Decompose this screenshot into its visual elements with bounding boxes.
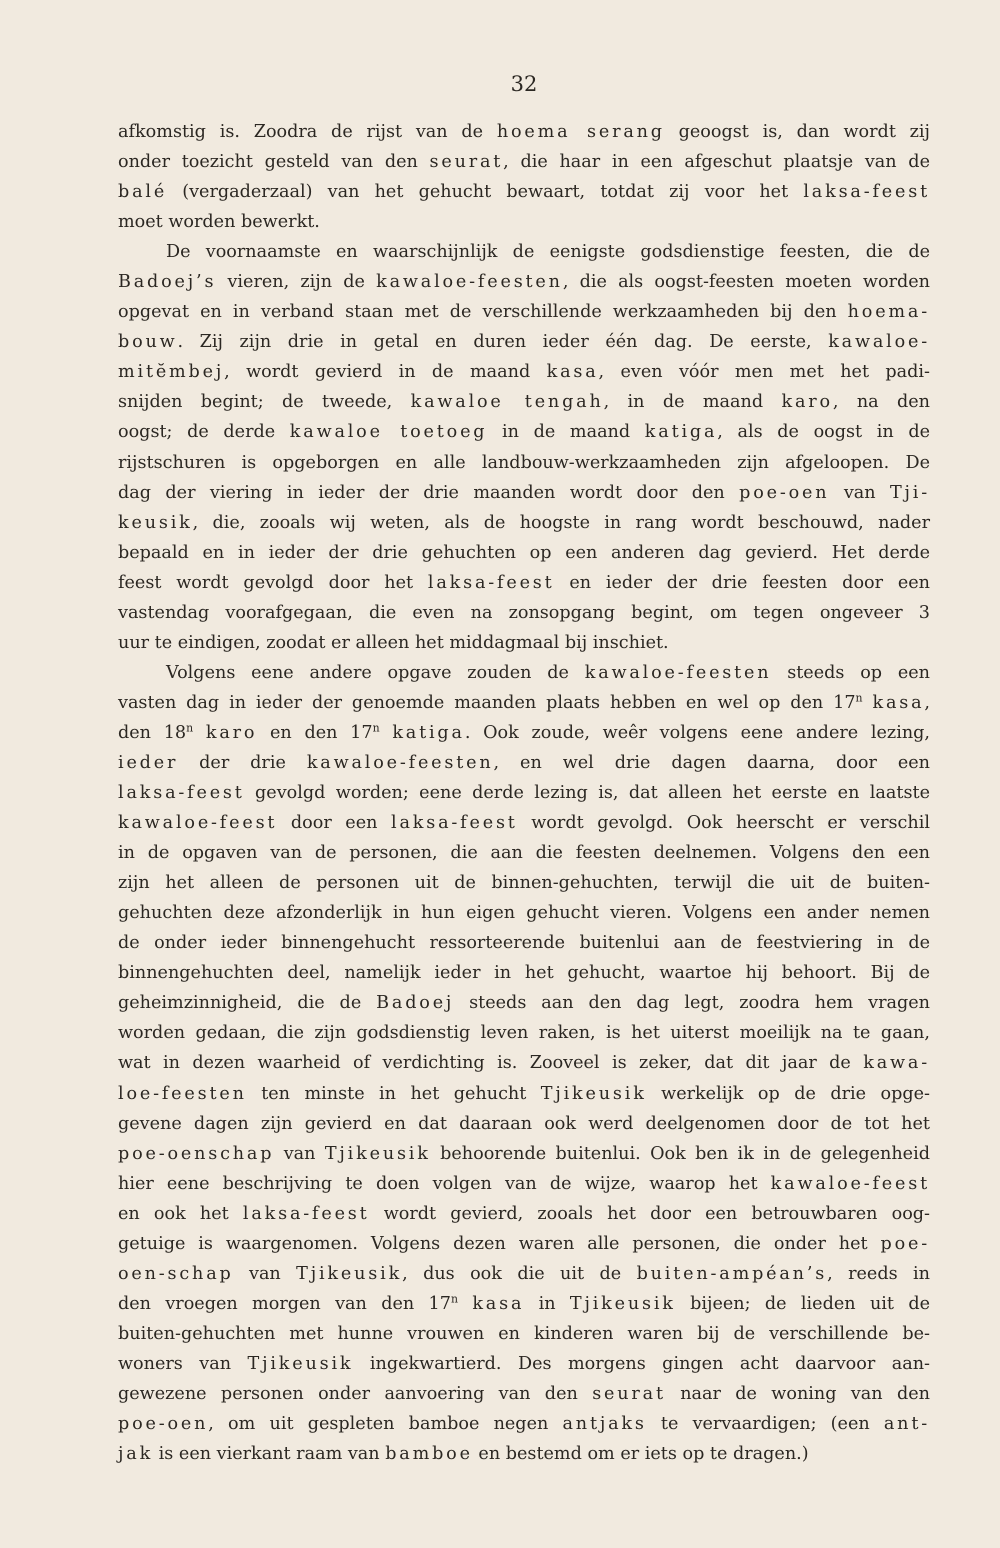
text-run: wat in dezen waarheid of verdichting is. Zooveel is zeker, dat dit jaar de — [118, 1053, 864, 1074]
text-run: worden gedaan, die zijn godsdienstig leven raken, is het uiterst moeilijk na te gaan, — [118, 1023, 930, 1044]
text-line — [118, 928, 930, 958]
text-line — [118, 778, 930, 808]
spaced-term: ieder — [118, 752, 179, 773]
spaced-term: seurat — [429, 152, 504, 173]
text-run: ingekwartierd. Des morgens gingen acht daarvoor aan- — [353, 1353, 930, 1374]
spaced-term: kawaloe-feest — [118, 813, 278, 834]
text-run: afkomstig is. Zoodra de rijst van de — [118, 122, 497, 142]
text-line — [118, 237, 930, 267]
text-run: geoogst is, dan wordt zij — [664, 122, 931, 142]
text-run: den 18 — [118, 722, 187, 743]
text-run: is een vierkant raam van — [153, 1444, 386, 1465]
text-run: , even vóór men met het padi- — [598, 362, 930, 383]
spaced-term: hoema- — [847, 302, 930, 323]
text-run: zijn het alleen de personen uit de binnen-gehuchten, terwijl die uit de buiten- — [118, 873, 930, 894]
text-run: , wordt gevierd in de maand — [224, 362, 547, 383]
text-run: vastendag voorafgegaan, die even na zonsopgang begint, om tegen ongeveer 3 — [118, 602, 930, 623]
spaced-term: Tjikeusik — [569, 1293, 676, 1314]
text-run: en bestemd om er iets op te dragen.) — [472, 1444, 809, 1465]
spaced-term: karo — [205, 722, 258, 743]
text-line — [118, 688, 930, 718]
text-run: vasten dag in ieder der genoemde maanden plaats hebben en wel op den 17 — [118, 692, 856, 713]
page-number: 32 — [510, 72, 538, 96]
text-line — [118, 1439, 930, 1469]
text-run: , als de oogst in de — [717, 422, 930, 443]
spaced-term: jak — [118, 1444, 154, 1465]
spaced-term: Badoej — [376, 993, 455, 1014]
text-run: , die als oogst-feesten moeten worden — [562, 272, 930, 293]
text-line — [118, 748, 930, 778]
text-run: getuige is waargenomen. Volgens dezen waren alle personen, die onder het — [118, 1233, 881, 1254]
text-run: gevene dagen zijn gevierd en dat daaraan ook werd deelgenomen door de tot het — [118, 1113, 930, 1134]
text-run: in de maand — [487, 422, 645, 443]
text-line — [118, 177, 930, 207]
spaced-term: seurat — [592, 1383, 666, 1404]
text-run: bepaald en in ieder der drie gehuchten op een anderen dag gevierd. Het derde — [118, 542, 930, 563]
spaced-term: kasa — [546, 362, 599, 383]
text-line — [118, 357, 930, 387]
text-run: woners van — [118, 1353, 248, 1374]
spaced-term: Tji- — [889, 482, 930, 503]
spaced-term: antjaks — [562, 1414, 647, 1435]
text-run: , om uit gespleten bamboe negen — [208, 1414, 563, 1435]
spaced-term: balé — [118, 182, 168, 203]
text-run: , die, zooals wij weten, als de hoogste in rang wordt beschouwd, nader — [192, 512, 930, 533]
text-line — [118, 1379, 930, 1409]
spaced-term: kasa — [472, 1293, 525, 1314]
paragraph — [118, 237, 930, 658]
spaced-term: laksa-feest — [118, 783, 245, 804]
text-run: van — [233, 1263, 297, 1284]
text-run: bijeen; de lieden uit de — [675, 1293, 930, 1314]
text-run: binnengehuchten deel, namelijk ieder in het gehucht, waartoe hij behoort. Bij de — [118, 963, 930, 984]
text-run: en ook het — [118, 1203, 243, 1224]
text-line — [118, 868, 930, 898]
text-run: , in de maand — [603, 392, 782, 413]
text-line — [118, 478, 930, 508]
text-line — [118, 958, 930, 988]
text-line — [118, 1048, 930, 1078]
text-run: , reeds in — [827, 1263, 930, 1284]
ordinal-superscript: n — [186, 721, 194, 735]
text-run: gevolgd worden; eene derde lezing is, dat alleen het eerste en laatste — [244, 783, 930, 804]
text-run: wordt gevierd, zooals het door een betrouwbaren oog- — [369, 1203, 930, 1224]
text-line — [118, 207, 930, 237]
spaced-term: poe-oenschap — [118, 1143, 275, 1164]
text-run: in — [524, 1293, 570, 1314]
spaced-term: Tjikeusik — [324, 1143, 431, 1164]
spaced-term: poe-oen — [739, 482, 830, 503]
text-line — [118, 297, 930, 327]
text-line — [118, 1229, 930, 1259]
text-line — [118, 598, 930, 628]
text-run: van — [274, 1143, 325, 1164]
text-line — [118, 387, 930, 417]
spaced-term: kawaloe-feesten — [376, 272, 563, 293]
text-run: geheimzinnigheid, die de — [118, 993, 377, 1014]
text-run: opgevat en in verband staan met de verschillende werkzaamheden bij den — [118, 302, 848, 323]
spaced-term: katiga — [644, 422, 718, 443]
spaced-term: hoema serang — [496, 122, 665, 142]
text-run: moet worden bewerkt. — [118, 212, 320, 233]
text-run: de onder ieder binnengehucht ressorteerende buitenlui aan de feestviering in de — [118, 933, 930, 954]
text-run: den vroegen morgen van den 17 — [118, 1293, 451, 1314]
text-line — [118, 1018, 930, 1048]
text-line — [118, 658, 930, 688]
text-line — [118, 1319, 930, 1349]
text-run: gehuchten deze afzonderlijk in hun eigen gehucht vieren. Volgens een ander nemen — [118, 903, 930, 924]
spaced-term: kawaloe toetoeg — [289, 422, 488, 443]
text-line — [118, 1289, 930, 1319]
text-run: behoorende buitenlui. Ook ben ik in de gelegenheid — [430, 1143, 930, 1164]
text-line — [118, 808, 930, 838]
ordinal-superscript: n — [372, 721, 380, 735]
text-run — [863, 693, 873, 713]
text-run: vieren, zijn de — [216, 272, 377, 293]
ordinal-superscript: n — [450, 1292, 458, 1306]
text-run: gewezene personen onder aanvoering van den — [118, 1383, 593, 1404]
text-run: . Zij zijn drie in getal en duren ieder één dag. De eerste, — [177, 332, 829, 353]
spaced-term: katiga — [392, 722, 465, 743]
text-run — [193, 723, 206, 743]
text-line — [118, 838, 930, 868]
spaced-term: kawa- — [863, 1053, 930, 1074]
spaced-term: kawaloe- — [828, 332, 930, 353]
text-run: , die haar in een afgeschut plaatsje van de — [503, 152, 930, 173]
text-run: snijden begint; de tweede, — [118, 392, 411, 413]
spaced-term: kawaloe tengah — [410, 392, 604, 413]
spaced-term: oen-schap — [118, 1263, 234, 1284]
text-line — [118, 1169, 930, 1199]
ordinal-superscript: n — [855, 691, 863, 705]
text-run: van — [829, 482, 890, 503]
spaced-term: Tjikeusik — [247, 1353, 354, 1374]
text-run: wordt gevolgd. Ook heerscht er verschil — [517, 813, 930, 834]
text-line — [118, 1409, 930, 1439]
text-line — [118, 1349, 930, 1379]
text-run: dag der viering in ieder der drie maanden wordt door den — [118, 482, 740, 503]
spaced-term: mitĕmbej — [118, 362, 225, 383]
text-line — [118, 898, 930, 928]
text-run: (vergaderzaal) van het gehucht bewaart, totdat zij voor het — [167, 182, 804, 203]
paragraph — [118, 117, 930, 237]
text-run: te vervaardigen; (een — [646, 1414, 884, 1435]
text-run — [380, 723, 393, 743]
text-run: door een — [277, 813, 392, 834]
text-run: , — [924, 692, 931, 713]
text-line — [118, 1109, 930, 1139]
text-run: steeds aan den dag legt, zoodra hem vragen — [454, 993, 930, 1014]
text-line — [118, 628, 930, 658]
text-run: rijstschuren is opgeborgen en alle landbouw-werkzaamheden zijn afgeloopen. De — [118, 452, 930, 473]
text-run: naar de woning van den — [665, 1383, 930, 1404]
text-line — [118, 718, 930, 748]
text-line — [118, 117, 930, 147]
text-run: . Ook zoude, weêr volgens eene andere lezing, — [464, 722, 931, 743]
text-run: , na den — [832, 392, 930, 413]
text-run: werkelijk op de drie opge- — [646, 1083, 930, 1104]
spaced-term: laksa-feest — [803, 182, 930, 203]
spaced-term: kasa — [872, 692, 925, 713]
text-run: feest wordt gevolgd door het — [118, 572, 428, 593]
text-line — [118, 1259, 930, 1289]
text-run: onder toezicht gesteld van den — [118, 152, 430, 173]
spaced-term: Tjikeusik — [540, 1083, 647, 1104]
spaced-term: bouw — [118, 332, 178, 353]
spaced-term: poe- — [880, 1233, 930, 1254]
spaced-term: kawaloe-feest — [770, 1173, 930, 1194]
text-line — [118, 988, 930, 1018]
text-line — [118, 508, 930, 538]
body-text — [118, 117, 930, 1469]
text-run: in de opgaven van de personen, die aan die feesten deelnemen. Volgens den een — [118, 843, 930, 864]
text-run: en ieder der drie feesten door een — [554, 572, 930, 593]
text-line — [118, 1199, 930, 1229]
spaced-term: laksa-feest — [427, 572, 555, 593]
spaced-term: kawaloe-feesten — [584, 662, 772, 683]
text-line — [118, 147, 930, 177]
text-run: der drie — [178, 752, 307, 773]
text-line — [118, 568, 930, 598]
spaced-term: laksa-feest — [242, 1203, 370, 1224]
text-run — [458, 1294, 472, 1314]
text-run: Volgens eene andere opgave zouden de — [166, 662, 585, 683]
text-run: De voornaamste en waarschijnlijk de eenigste godsdienstige feesten, die de — [166, 242, 930, 263]
text-run: uur te eindigen, zoodat er alleen het middagmaal bij inschiet. — [118, 632, 669, 653]
text-run: ten minste in het gehucht — [246, 1083, 541, 1104]
spaced-term: Badoej’s — [118, 272, 217, 293]
text-run: oogst; de derde — [118, 422, 290, 443]
spaced-term: karo — [781, 392, 833, 413]
text-run: steeds op een — [771, 662, 930, 683]
text-line — [118, 327, 930, 357]
spaced-term: poe-oen — [118, 1414, 209, 1435]
spaced-term: Tjikeusik — [296, 1263, 403, 1284]
spaced-term: keusik — [118, 512, 193, 533]
spaced-term: ant- — [883, 1414, 930, 1435]
text-line — [118, 417, 930, 447]
text-run: , dus ook die uit de — [402, 1263, 637, 1284]
spaced-term: bamboe — [385, 1444, 473, 1465]
text-line — [118, 267, 930, 297]
spaced-term: loe-feesten — [118, 1083, 247, 1104]
paragraph — [118, 658, 930, 1469]
spaced-term: kawaloe-feesten — [306, 752, 494, 773]
text-run: en den 17 — [257, 722, 373, 743]
spaced-term: laksa-feest — [391, 813, 518, 834]
text-run: hier eene beschrijving te doen volgen van de wijze, waarop het — [118, 1173, 771, 1194]
text-line — [118, 1139, 930, 1169]
text-run: buiten-gehuchten met hunne vrouwen en kinderen waren bij de verschillende be- — [118, 1323, 930, 1344]
text-line — [118, 448, 930, 478]
text-line — [118, 538, 930, 568]
text-line — [118, 1079, 930, 1109]
text-run: , en wel drie dagen daarna, door een — [493, 752, 930, 773]
spaced-term: buiten-ampéan’s — [636, 1263, 828, 1284]
